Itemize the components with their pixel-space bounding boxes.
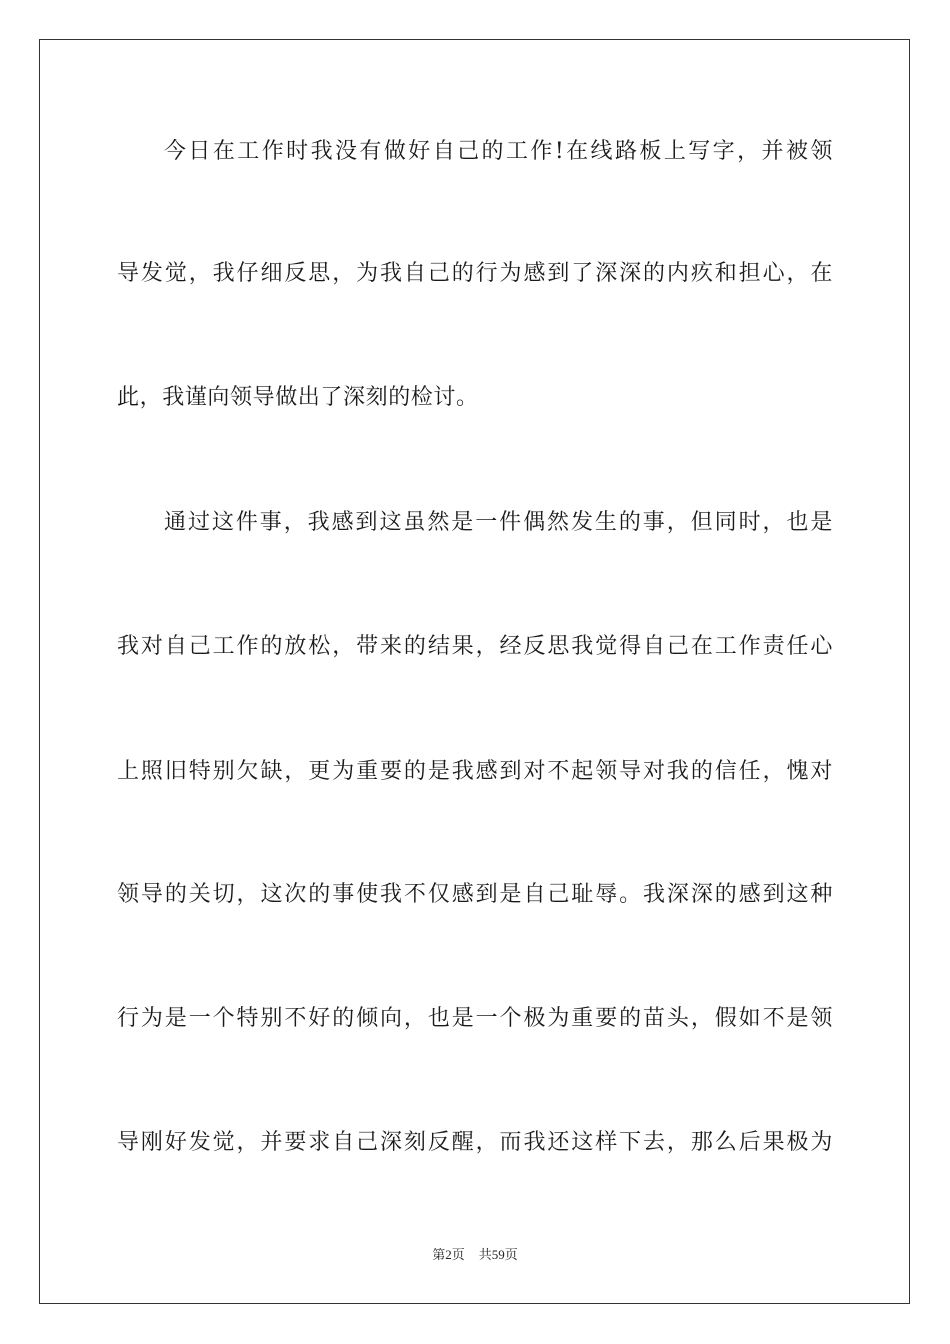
paragraph-2-line-4: 领导的关切，这次的事使我不仅感到是自己耻辱。我深深的感到这种 — [117, 882, 833, 907]
page-border — [39, 39, 910, 1304]
page-footer — [0, 1246, 950, 1264]
paragraph-1-line-3: 此，我谨向领导做出了深刻的检讨。 — [117, 385, 479, 410]
paragraph-2-line-1: 通过这件事，我感到这虽然是一件偶然发生的事，但同时，也是 — [164, 510, 833, 535]
paragraph-2-line-2: 我对自己工作的放松，带来的结果，经反思我觉得自己在工作责任心 — [117, 634, 833, 659]
page-number: 第2页 — [432, 1247, 465, 1262]
paragraph-2-line-3: 上照旧特别欠缺，更为重要的是我感到对不起领导对我的信任，愧对 — [117, 759, 833, 784]
paragraph-2-line-5: 行为是一个特别不好的倾向，也是一个极为重要的苗头，假如不是领 — [117, 1006, 833, 1031]
paragraph-2-line-6: 导刚好发觉，并要求自己深刻反醒，而我还这样下去，那么后果极为 — [117, 1130, 833, 1155]
paragraph-1-line-2: 导发觉，我仔细反思，为我自己的行为感到了深深的内疚和担心，在 — [117, 261, 833, 286]
page-total: 共59页 — [478, 1247, 518, 1262]
paragraph-1-line-1: 今日在工作时我没有做好自己的工作!在线路板上写字，并被领 — [164, 139, 833, 164]
